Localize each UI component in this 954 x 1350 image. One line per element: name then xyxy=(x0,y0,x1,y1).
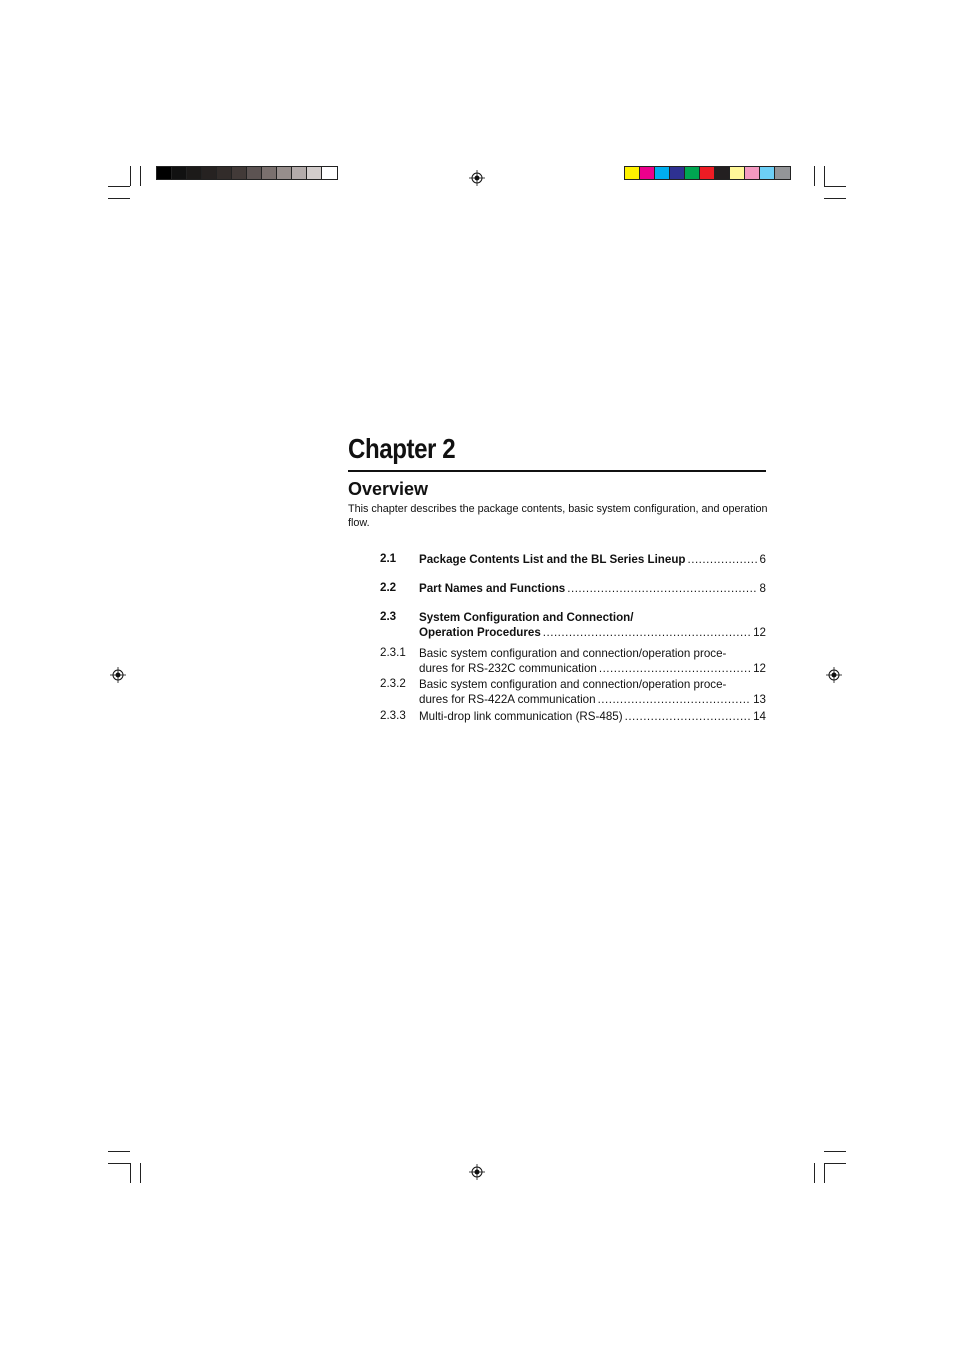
color-swatch xyxy=(292,167,307,179)
toc-page-number: 12 xyxy=(753,626,766,639)
color-swatch xyxy=(730,167,745,179)
color-swatch xyxy=(217,167,232,179)
crop-mark xyxy=(814,166,815,186)
toc-page-number: 8 xyxy=(759,582,766,595)
toc-leader-dots xyxy=(599,661,751,676)
color-swatch xyxy=(655,167,670,179)
color-swatch xyxy=(172,167,187,179)
color-swatch xyxy=(745,167,760,179)
intro-paragraph: This chapter describes the package contents, basic system configuration, and operation flow. xyxy=(348,503,768,529)
toc-page-number: 14 xyxy=(753,710,766,723)
color-swatch xyxy=(625,167,640,179)
toc-title-line: System Configuration and Connection/ xyxy=(419,611,634,624)
color-swatch xyxy=(262,167,277,179)
color-swatch xyxy=(247,167,262,179)
toc-page-number: 13 xyxy=(753,693,766,706)
toc-leader-dots xyxy=(543,625,751,640)
crop-mark xyxy=(108,186,130,187)
toc-title-line: dures for RS-422A communication xyxy=(419,693,596,706)
registration-target-icon xyxy=(110,667,126,683)
toc-title-line: Part Names and Functions xyxy=(419,582,566,595)
toc-number: 2.3.1 xyxy=(380,646,406,659)
color-swatch xyxy=(640,167,655,179)
toc-number: 2.3.3 xyxy=(380,709,406,722)
toc-leader-dots xyxy=(688,552,758,567)
section-title: Overview xyxy=(348,479,429,499)
toc-title-line: Basic system configuration and connection/operation proce- xyxy=(419,678,727,691)
crop-mark xyxy=(824,1163,825,1183)
color-swatch xyxy=(202,167,217,179)
toc-leader-dots xyxy=(567,581,757,596)
crop-mark xyxy=(130,166,131,186)
crop-mark xyxy=(824,198,846,199)
crop-mark xyxy=(108,198,130,199)
gray-calibration-bar xyxy=(156,166,338,180)
toc-title-line: Operation Procedures xyxy=(419,626,541,639)
color-swatch xyxy=(670,167,685,179)
color-swatch xyxy=(187,167,202,179)
crop-mark xyxy=(824,166,825,186)
toc-title-line: dures for RS-232C communication xyxy=(419,662,597,675)
registration-target-icon xyxy=(826,667,842,683)
color-swatch xyxy=(322,167,337,179)
crop-mark xyxy=(108,1151,130,1152)
toc-title-line: Basic system configuration and connection/operation proce- xyxy=(419,647,727,660)
color-swatch xyxy=(700,167,715,179)
crop-mark xyxy=(814,1163,815,1183)
registration-target-icon xyxy=(469,170,485,186)
toc-number: 2.3.2 xyxy=(380,677,406,690)
toc-number: 2.1 xyxy=(380,552,397,565)
heading-rule xyxy=(348,470,766,472)
toc-page-number: 12 xyxy=(753,662,766,675)
toc-page-number: 6 xyxy=(759,553,766,566)
color-swatch xyxy=(715,167,730,179)
chapter-title: Chapter 2 xyxy=(348,433,456,464)
registration-target-icon xyxy=(469,1164,485,1180)
color-swatch xyxy=(760,167,775,179)
toc-leader-dots xyxy=(625,709,751,724)
color-swatch xyxy=(232,167,247,179)
crop-mark xyxy=(140,1163,141,1183)
crop-mark xyxy=(824,186,846,187)
toc-title-line: Multi-drop link communication (RS-485) xyxy=(419,710,623,723)
toc-number: 2.3 xyxy=(380,610,397,623)
crop-mark xyxy=(824,1151,846,1152)
crop-mark xyxy=(108,1163,130,1164)
color-swatch xyxy=(277,167,292,179)
color-calibration-bar xyxy=(624,166,791,180)
color-swatch xyxy=(157,167,172,179)
color-swatch xyxy=(685,167,700,179)
toc-number: 2.2 xyxy=(380,581,397,594)
crop-mark xyxy=(130,1163,131,1183)
toc-leader-dots xyxy=(598,692,752,707)
crop-mark xyxy=(824,1163,846,1164)
color-swatch xyxy=(307,167,322,179)
crop-mark xyxy=(140,166,141,186)
toc-title-line: Package Contents List and the BL Series Lineup xyxy=(419,553,686,566)
color-swatch xyxy=(775,167,790,179)
